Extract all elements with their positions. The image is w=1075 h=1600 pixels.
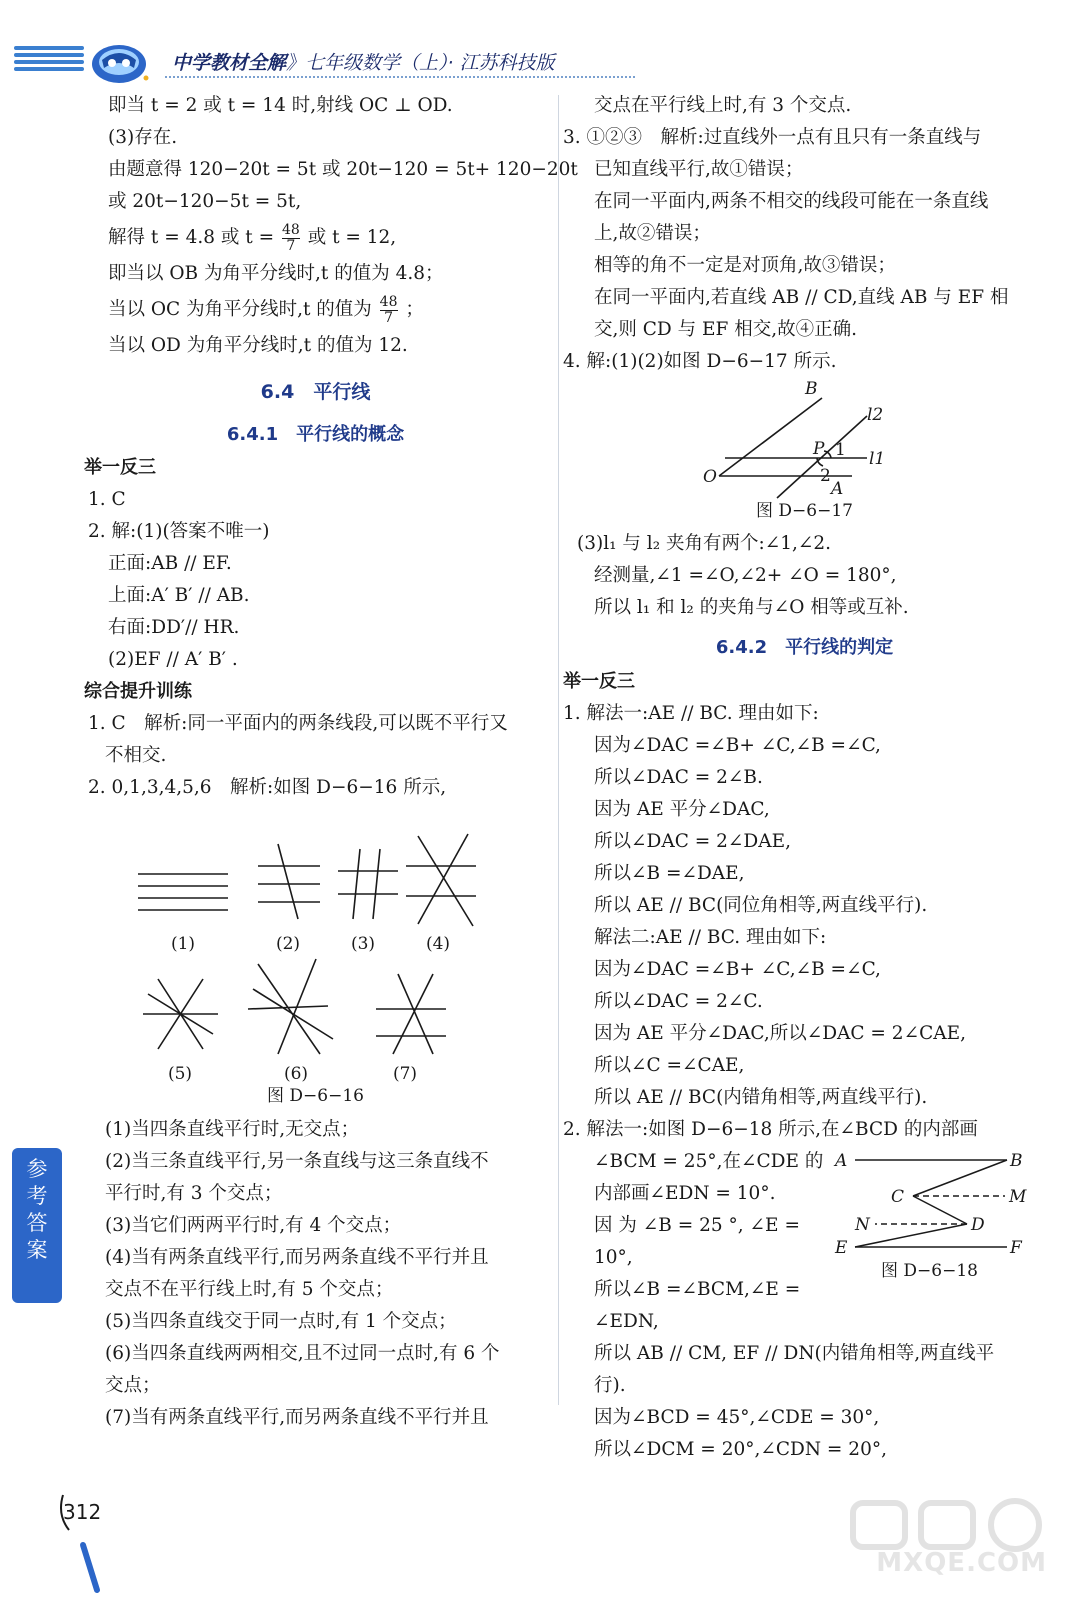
answer-line: 在同一平面内,两条不相交的线段可能在一条直线 xyxy=(594,191,989,212)
answer-line: 所以 l₁ 和 l₂ 的夹角与∠O 相等或互补. xyxy=(594,597,909,618)
text-line: 当以 OD 为角平分线时,t 的值为 12. xyxy=(108,335,408,356)
answer-line: 所以∠DCM = 20°,∠CDN = 20°, xyxy=(594,1439,887,1460)
answer-line: 所以∠C =∠CAE, xyxy=(594,1055,745,1076)
subsection-title: 6.4.2 平行线的判定 xyxy=(715,637,894,658)
book-logo-icon xyxy=(88,38,150,86)
answer-line: 所以 AE // BC(同位角相等,两直线平行). xyxy=(594,895,928,916)
figure-label: (3) xyxy=(350,934,376,954)
answer-line: 因为 AE 平分∠DAC, xyxy=(594,799,770,820)
figure-d-6-18-drawing xyxy=(827,1144,1032,1269)
answer-line: 行). xyxy=(594,1375,626,1396)
answer-line: 所以∠DAC = 2∠B. xyxy=(594,767,763,788)
left-column xyxy=(84,90,578,1434)
answer-line: 内部画∠EDN = 10°. xyxy=(594,1183,776,1204)
answer-line: 10°, xyxy=(594,1247,633,1268)
figure-label: (5) xyxy=(167,1064,193,1084)
point-label-F: F xyxy=(1010,1238,1022,1258)
answer-line: 相等的角不一定是对顶角,故③错误； xyxy=(594,255,896,276)
answer-line: 已知直线平行,故①错误； xyxy=(594,159,804,180)
case-line: (3)当它们两两平行时,有 4 个交点； xyxy=(105,1215,402,1236)
case-line: (1)当四条直线平行时,无交点； xyxy=(105,1119,360,1140)
figure-d-6-16 xyxy=(88,804,543,1114)
answer-line: ∠BCM = 25°,在∠CDE 的 xyxy=(594,1151,824,1172)
figure-label: (1) xyxy=(170,934,196,954)
text-line: (3)存在. xyxy=(108,127,178,148)
figure-d-6-16-drawing xyxy=(88,804,543,1084)
answer-line: 上面:A′ B′ // AB. xyxy=(108,585,250,606)
case-line: (2)当三条直线平行,另一条直线与这三条直线不 xyxy=(105,1151,489,1172)
answer-line: 在同一平面内,若直线 AB // CD,直线 AB 与 EF 相 xyxy=(594,287,1009,308)
page-header xyxy=(0,0,1075,90)
answer-line: 2. 0,1,3,4,5,6 解析:如图 D−6−16 所示, xyxy=(88,777,447,798)
answer-line: 因为∠BCD = 45°,∠CDE = 30°, xyxy=(594,1407,880,1428)
answer-line: (3)l₁ 与 l₂ 夹角有两个:∠1,∠2. xyxy=(577,533,832,554)
answer-line: 因为∠DAC =∠B+ ∠C,∠B =∠C, xyxy=(594,735,881,756)
figure-caption: 图 D−6−18 xyxy=(881,1261,978,1281)
answer-line: 1. C 解析:同一平面内的两条线段,可以既不平行又 xyxy=(88,713,508,734)
point-label-P: P xyxy=(813,439,825,459)
answer-line: 2. 解法一:如图 D−6−18 所示,在∠BCD 的内部画 xyxy=(563,1119,978,1140)
answer-line: 1. 解法一:AE // BC. 理由如下: xyxy=(563,703,819,724)
side-tab-label: 参考答案 xyxy=(26,1157,48,1262)
answer-line: 所以∠DAC = 2∠C. xyxy=(594,991,763,1012)
case-line: (5)当四条直线交于同一点时,有 1 个交点； xyxy=(105,1311,457,1332)
point-label-B: B xyxy=(1010,1151,1023,1171)
right-column xyxy=(563,90,1032,1466)
figure-label: (4) xyxy=(425,934,451,954)
point-label-A: A xyxy=(831,479,844,499)
yiju-heading: 举一反三 xyxy=(84,457,156,478)
subsection-title: 6.4.1 平行线的概念 xyxy=(226,424,405,445)
text-line: 交点在平行线上时,有 3 个交点. xyxy=(594,95,852,116)
fraction: $\frac{48}{7}$ xyxy=(379,293,398,326)
figure-label: (2) xyxy=(275,934,301,954)
figure-caption: 图 D−6−16 xyxy=(267,1086,364,1106)
figure-label: (7) xyxy=(392,1064,418,1084)
header-stripes xyxy=(14,46,84,74)
text-line: 即当以 OB 为角平分线时,t 的值为 4.8； xyxy=(108,263,444,284)
answer-line: 3. ①②③ 解析:过直线外一点有且只有一条直线与 xyxy=(563,127,982,148)
case-line: 交点不在平行线上时,有 5 个交点； xyxy=(105,1279,394,1300)
answer-line: ∠EDN, xyxy=(594,1311,659,1332)
side-tab xyxy=(12,1148,62,1303)
text-line: 或 20t−120−5t = 5t, xyxy=(108,191,302,212)
case-line: (7)当有两条直线平行,而另两条直线不平行并且 xyxy=(105,1407,489,1428)
figure-caption: 图 D−6−17 xyxy=(756,501,853,521)
column-divider xyxy=(558,95,559,1405)
angle-label-1: 1 xyxy=(835,440,846,460)
figure-d-6-17-drawing xyxy=(577,378,1032,503)
answer-line: 因为∠DAC =∠B+ ∠C,∠B =∠C, xyxy=(594,959,881,980)
answer-line: 1. C xyxy=(88,489,126,510)
figure-d-6-17 xyxy=(577,378,1032,528)
case-line: (4)当有两条直线平行,而另两条直线不平行并且 xyxy=(105,1247,489,1268)
line-label-l1: l1 xyxy=(869,449,886,469)
solve-line: 解得 t = 4.8 或 t = $\frac{48}{7}$ 或 t = 12, xyxy=(108,221,397,254)
zonghe-heading: 综合提升训练 xyxy=(84,681,192,702)
narrow-block xyxy=(577,1146,1032,1338)
watermark-logo-icon xyxy=(843,1495,1053,1595)
point-label-E: E xyxy=(835,1238,848,1258)
point-label-A: A xyxy=(835,1151,848,1171)
text-line: 即当 t = 2 或 t = 14 时,射线 OC ⊥ OD. xyxy=(108,95,453,116)
case-line: 交点； xyxy=(105,1375,161,1396)
answer-line: 右面:DD′// HR. xyxy=(108,617,240,638)
answer-line: 所以∠DAC = 2∠DAE, xyxy=(594,831,791,852)
answer-line: 所以 AE // BC(内错角相等,两直线平行). xyxy=(594,1087,928,1108)
answer-line: 上,故②错误； xyxy=(594,223,711,244)
angle-label-2: 2 xyxy=(820,466,831,486)
section-title: 6.4 平行线 xyxy=(260,381,371,403)
page-number: 312 xyxy=(63,1500,102,1524)
point-label-O: O xyxy=(703,467,717,487)
case-line: 平行时,有 3 个交点； xyxy=(105,1183,283,1204)
yiju-heading: 举一反三 xyxy=(563,671,635,692)
line-label-l2: l2 xyxy=(867,405,884,425)
answer-line: (2)EF // A′ B′ . xyxy=(108,649,238,670)
answer-line: 2. 解:(1)(答案不唯一) xyxy=(88,521,270,542)
watermark-url: MXQE.COM xyxy=(876,1548,1047,1578)
figure-label: (6) xyxy=(283,1064,309,1084)
answer-line: 所以∠B =∠BCM,∠E = xyxy=(594,1279,801,1300)
answer-line: 4. 解:(1)(2)如图 D−6−17 所示. xyxy=(563,351,837,372)
answer-line: 经测量,∠1 =∠O,∠2+ ∠O = 180°, xyxy=(594,565,897,586)
point-label-N: N xyxy=(855,1215,870,1235)
text-line: 由题意得 120−20t = 5t 或 20t−120 = 5t+ 120−20t xyxy=(108,159,578,180)
case-line: (6)当四条直线两两相交,且不过同一点时,有 6 个 xyxy=(105,1343,500,1364)
fraction: $\frac{48}{7}$ xyxy=(281,221,300,254)
point-label-C: C xyxy=(891,1187,905,1207)
answer-line: 因 为 ∠B = 25 °, ∠E = xyxy=(594,1215,800,1236)
point-label-M: M xyxy=(1009,1187,1027,1207)
figure-d-6-18 xyxy=(827,1144,1032,1294)
point-label-D: D xyxy=(971,1215,985,1235)
answer-line: 不相交. xyxy=(105,745,167,766)
header-title: 中学教材全解》七年级数学（上）· 江苏科技版 xyxy=(172,52,555,74)
answer-line: 解法二:AE // BC. 理由如下: xyxy=(594,927,827,948)
answer-line: 交,则 CD 与 EF 相交,故④正确. xyxy=(594,319,857,340)
answer-line: 所以 AB // CM, EF // DN(内错角相等,两直线平 xyxy=(594,1343,995,1364)
oc-line: 当以 OC 为角平分线时,t 的值为 $\frac{48}{7}$ ； xyxy=(108,293,424,326)
answer-line: 因为 AE 平分∠DAC,所以∠DAC = 2∠CAE, xyxy=(594,1023,966,1044)
header-rule xyxy=(165,76,635,78)
answer-line: 正面:AB // EF. xyxy=(108,553,232,574)
answer-line: 所以∠B =∠DAE, xyxy=(594,863,745,884)
point-label-B: B xyxy=(805,379,818,399)
